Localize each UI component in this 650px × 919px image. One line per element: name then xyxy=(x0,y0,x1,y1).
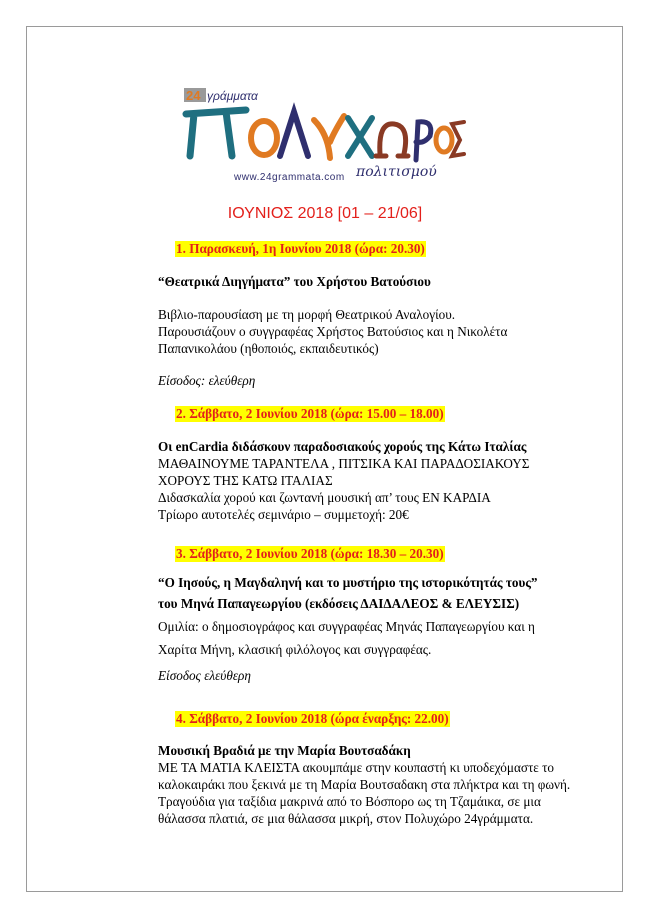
event-2-headline: Οι enCardia διδάσκουν παραδοσιακούς χορούς της Κάτω Ιταλίας xyxy=(158,439,527,454)
event-4-body-line: θάλασσα πλατιά, σε μια θάλασσα μικρή, στον Πολυχώρο 24γράμματα. xyxy=(158,811,534,826)
event-1-entry: Είσοδος: ελεύθερη xyxy=(158,373,256,388)
logo-url: www.24grammata.com xyxy=(234,172,345,183)
event-4-body-line: καλοκαιράκι που ξεκινά με τη Μαρία Βουτσαδακη στα πλήκτρα και τη φωνή. xyxy=(158,777,571,792)
event-4-headline: Μουσική Βραδιά με την Μαρία Βουτσαδάκη xyxy=(158,743,411,758)
event-3-title: 3. Σάββατο, 2 Ιουνίου 2018 (ώρα: 18.30 – 20.30) xyxy=(176,546,444,561)
event-2-body-line: ΜΑΘΑΙΝΟΥΜΕ ΤΑΡΑΝΤΕΛΑ , ΠΙΤΣΙΚΑ ΚΑΙ ΠΑΡΑΔΟΣΙΑΚΟΥΣ xyxy=(158,456,530,471)
event-2-block xyxy=(158,438,598,489)
svg-text:24: 24 xyxy=(186,88,201,103)
month-heading: ΙΟΥΝΙΟΣ 2018 [01 – 21/06] xyxy=(227,205,423,222)
polyxoros-logo xyxy=(176,82,466,188)
event-3-headline: “Ο Ιησούς, η Μαγδαληνή και το μυστήριο της ιστορικότητάς τους” xyxy=(158,575,538,590)
event-4-block xyxy=(158,742,598,827)
event-4-title: 4. Σάββατο, 2 Ιουνίου 2018 (ώρα έναρξης: 22.00) xyxy=(176,711,449,726)
event-2-title: 2. Σάββατο, 2 Ιουνίου 2018 (ώρα: 15.00 – 18.00) xyxy=(176,406,444,421)
event-1-headline: “Θεατρικά Διηγήματα” του Χρήστου Βατούσιου xyxy=(158,274,431,289)
svg-text:πολιτισμού: πολιτισμού xyxy=(356,164,437,180)
event-3-body2: Χαρίτα Μήνη, κλασική φιλόλογος και συγγραφέας. xyxy=(158,642,432,657)
event-1-title: 1. Παρασκευή, 1η Ιουνίου 2018 (ώρα: 20.30) xyxy=(176,241,425,256)
event-2-body2-line: Τρίωρο αυτοτελές σεμινάριο – συμμετοχή: 20€ xyxy=(158,507,409,522)
svg-text:γράμματα: γράμματα xyxy=(207,89,258,103)
event-3-entry: Είσοδος ελεύθερη xyxy=(158,668,251,683)
event-1-body-line: Βιβλιο-παρουσίαση με τη μορφή Θεατρικού Αναλογίου. xyxy=(158,307,456,322)
event-1-body xyxy=(158,306,598,357)
event-4-body-line: Τραγούδια για ταξίδια μακρινά από το Βόσπορο ως τη Τζαμάικα, σε μια xyxy=(158,794,541,809)
event-1-body-line: Παπανικολάου (ηθοποιός, εκπαιδευτικός) xyxy=(158,341,379,356)
event-2-body2-line: Διδασκαλία χορού και ζωντανή μουσική απ’ τους ΕΝ ΚΑΡΔΙΑ xyxy=(158,490,491,505)
event-1-body-line: Παρουσιάζουν ο συγγραφέας Χρήστος Βατούσιος και η Νικολέτα xyxy=(158,324,508,339)
event-2-body2 xyxy=(158,489,598,523)
event-4-body-line: ΜΕ ΤΑ ΜΑΤΙΑ ΚΛΕΙΣΤΑ ακουμπάμε στην κουπαστή κι υποδεχόμαστε το xyxy=(158,760,555,775)
event-2-body-line: ΧΟΡΟΥΣ ΤΗΣ ΚΑΤΩ ΙΤΑΛΙΑΣ xyxy=(158,473,333,488)
event-3-body: Ομιλία: ο δημοσιογράφος και συγγραφέας Μηνάς Παπαγεωργίου και η xyxy=(158,619,535,634)
event-3-headline-2: του Μηνά Παπαγεωργίου (εκδόσεις ΔΑΙΔΑΛΕΟΣ & ΕΛΕΥΣΙΣ) xyxy=(158,596,520,611)
